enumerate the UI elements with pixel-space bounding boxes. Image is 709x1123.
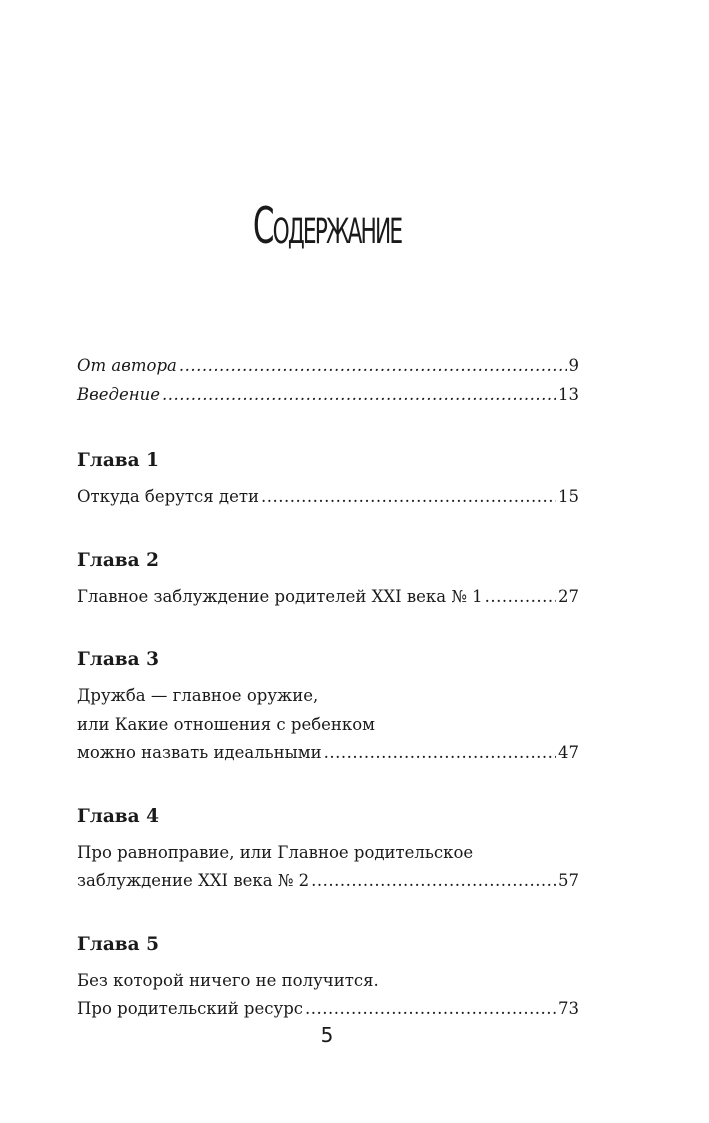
leader-dots bbox=[162, 381, 556, 410]
leader-dots bbox=[305, 995, 556, 1024]
page-number: 5 bbox=[320, 1023, 334, 1047]
toc-entry-label: Введение bbox=[77, 384, 160, 404]
toc-entry-author[interactable] bbox=[77, 352, 579, 381]
chapter-heading: Глава 2 bbox=[77, 549, 159, 571]
leader-dots bbox=[324, 739, 556, 768]
chapter-heading: Глава 5 bbox=[77, 933, 159, 955]
toc-entry-text: или Какие отношения с ребенком bbox=[77, 714, 375, 734]
chapter-heading: Глава 4 bbox=[77, 805, 159, 827]
toc-entry-chapter-4[interactable] bbox=[77, 867, 579, 896]
toc-entry-label: Про родительский ресурс bbox=[77, 999, 304, 1018]
toc-entry-text: Дружба — главное оружие, bbox=[77, 686, 319, 705]
page-title: Содержание bbox=[252, 197, 402, 255]
toc-entry-label: заблуждение XXI века № 2 bbox=[77, 871, 310, 890]
toc-entry-text: Про равноправие, или Главное родительское bbox=[77, 842, 474, 862]
leader-dots bbox=[311, 867, 556, 896]
chapter-heading: Глава 1 bbox=[77, 450, 159, 471]
toc-page-number: 9 bbox=[568, 356, 579, 375]
leader-dots bbox=[179, 352, 567, 381]
toc-page-number: 73 bbox=[558, 999, 579, 1018]
toc-page-number: 47 bbox=[558, 743, 579, 762]
leader-dots bbox=[261, 483, 556, 512]
toc-entry-label: Откуда берутся дети bbox=[77, 487, 259, 506]
table-of-contents bbox=[77, 352, 579, 1024]
toc-entry-text: Без которой ничего не получится. bbox=[77, 970, 379, 990]
toc-entry-intro[interactable] bbox=[77, 381, 579, 410]
toc-entry-label: Главное заблуждение родителей XXI века № 1 bbox=[77, 586, 483, 606]
toc-entry-label: можно назвать идеальными bbox=[77, 743, 322, 762]
toc-entry-chapter-1[interactable] bbox=[77, 483, 579, 512]
toc-page-number: 15 bbox=[558, 487, 579, 506]
leader-dots bbox=[485, 583, 556, 612]
toc-entry-label: От автора bbox=[77, 356, 177, 375]
toc-page-number: 57 bbox=[558, 871, 579, 890]
toc-entry-chapter-2[interactable] bbox=[77, 583, 579, 612]
toc-page-number: 13 bbox=[558, 384, 579, 404]
toc-entry-chapter-3[interactable] bbox=[77, 739, 579, 768]
toc-entry-chapter-5[interactable] bbox=[77, 995, 579, 1024]
toc-page-number: 27 bbox=[558, 586, 579, 606]
chapter-heading: Глава 3 bbox=[77, 649, 159, 670]
